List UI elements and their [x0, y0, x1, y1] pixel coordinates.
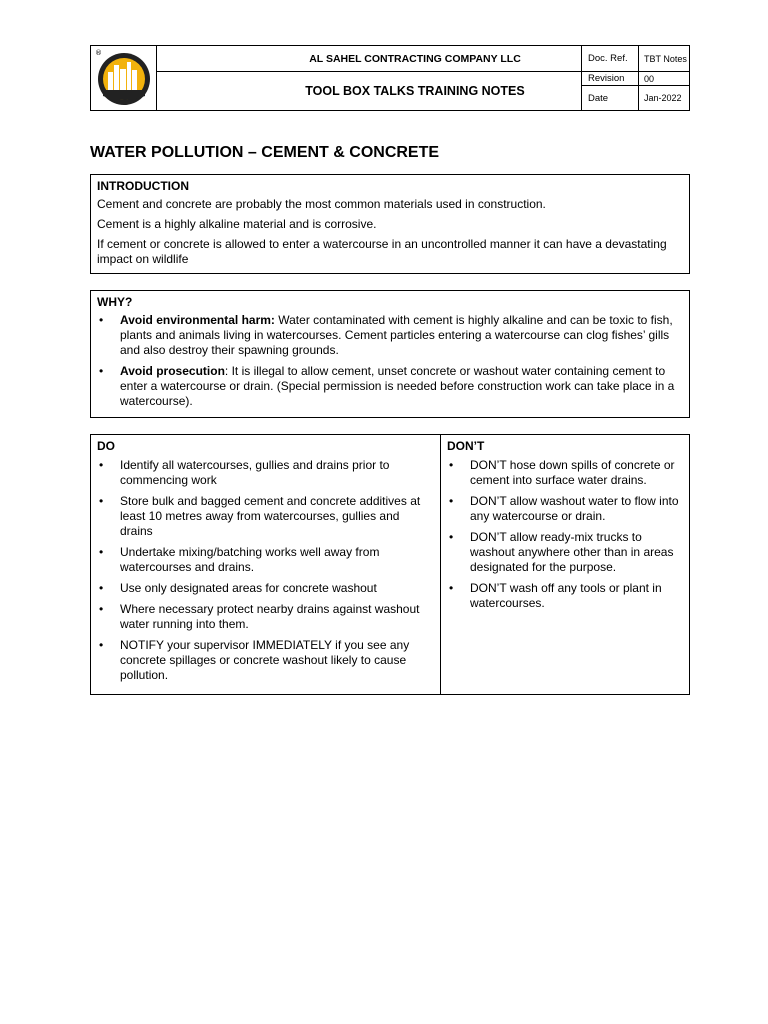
intro-paragraph: Cement and concrete are probably the most common materials used in construction. — [97, 197, 546, 211]
svg-text:®: ® — [95, 49, 102, 57]
do-dont-table — [90, 434, 690, 695]
document-meta — [581, 46, 689, 110]
list-item: • NOTIFY your supervisor IMMEDIATELY if you see any concrete spillages or concrete washout likely to cause pollution. — [97, 638, 434, 683]
meta-key: Date — [582, 86, 639, 110]
meta-value: TBT Notes — [644, 53, 687, 64]
why-box — [90, 290, 690, 418]
document-title: TOOL BOX TALKS TRAINING NOTES — [305, 84, 525, 98]
intro-paragraph: Cement is a highly alkaline material and is corrosive. — [97, 217, 377, 231]
list-item: • Identify all watercourses, gullies and drains prior to commencing work — [97, 458, 434, 488]
why-heading: WHY? — [97, 295, 133, 309]
intro-paragraph: If cement or concrete is allowed to enter a watercourse in an uncontrolled manner it can have a devastating impact on wildlife — [97, 237, 667, 266]
list-item: • Use only designated areas for concrete washout — [97, 581, 434, 596]
company-logo — [91, 46, 157, 110]
meta-row-date — [582, 86, 690, 110]
dont-heading: DON’T — [447, 439, 485, 453]
item-text: Water contaminated with cement is highly alkaline and can be toxic to fish, plants and animals living in watercourses. Cement particles entering a watercourse can clog fishes’ gills and also destroy their spawning grounds. — [120, 313, 673, 357]
list-item: • Undertake mixing/batching works well away from watercourses and drains. — [97, 545, 434, 575]
list-item — [97, 364, 683, 409]
meta-row-doc-ref — [582, 46, 690, 72]
do-list — [97, 458, 434, 683]
company-name: AL SAHEL CONTRACTING COMPANY LLC — [157, 46, 673, 72]
introduction-heading: INTRODUCTION — [97, 179, 189, 193]
list-item: • DON’T hose down spills of concrete or cement into surface water drains. — [447, 458, 683, 488]
dont-list — [447, 458, 683, 611]
do-heading: DO — [97, 439, 115, 453]
introduction-box — [90, 174, 690, 274]
dont-column — [441, 435, 689, 694]
meta-value: Jan-2022 — [644, 93, 682, 103]
list-item: • Where necessary protect nearby drains against washout water running into them. — [97, 602, 434, 632]
item-bold-lead: Avoid prosecution — [120, 364, 225, 378]
item-bold-lead: Avoid environmental harm: — [120, 313, 275, 327]
list-item: • Store bulk and bagged cement and concrete additives at least 10 metres away from watercourses, gullies and drains — [97, 494, 434, 539]
list-item: • DON’T allow ready-mix trucks to washout anywhere other than in areas designated for the purpose. — [447, 530, 683, 575]
why-list — [97, 313, 683, 409]
list-item: • DON’T wash off any tools or plant in watercourses. — [447, 581, 683, 611]
list-item — [97, 313, 683, 358]
meta-row-revision — [582, 72, 690, 86]
meta-value: 00 — [644, 73, 655, 84]
item-text: : It is illegal to allow cement, unset concrete or washout water containing cement to enter a watercourse or drain. (Special permission is needed before construction work can take place in a watercourse). — [120, 364, 675, 408]
document-header — [90, 45, 690, 111]
list-item: • DON’T allow washout water to flow into any watercourse or drain. — [447, 494, 683, 524]
page-title: WATER POLLUTION – CEMENT & CONCRETE — [90, 144, 440, 161]
meta-key: Revision — [582, 72, 639, 85]
do-column — [91, 435, 441, 694]
meta-key: Doc. Ref. — [582, 46, 639, 71]
